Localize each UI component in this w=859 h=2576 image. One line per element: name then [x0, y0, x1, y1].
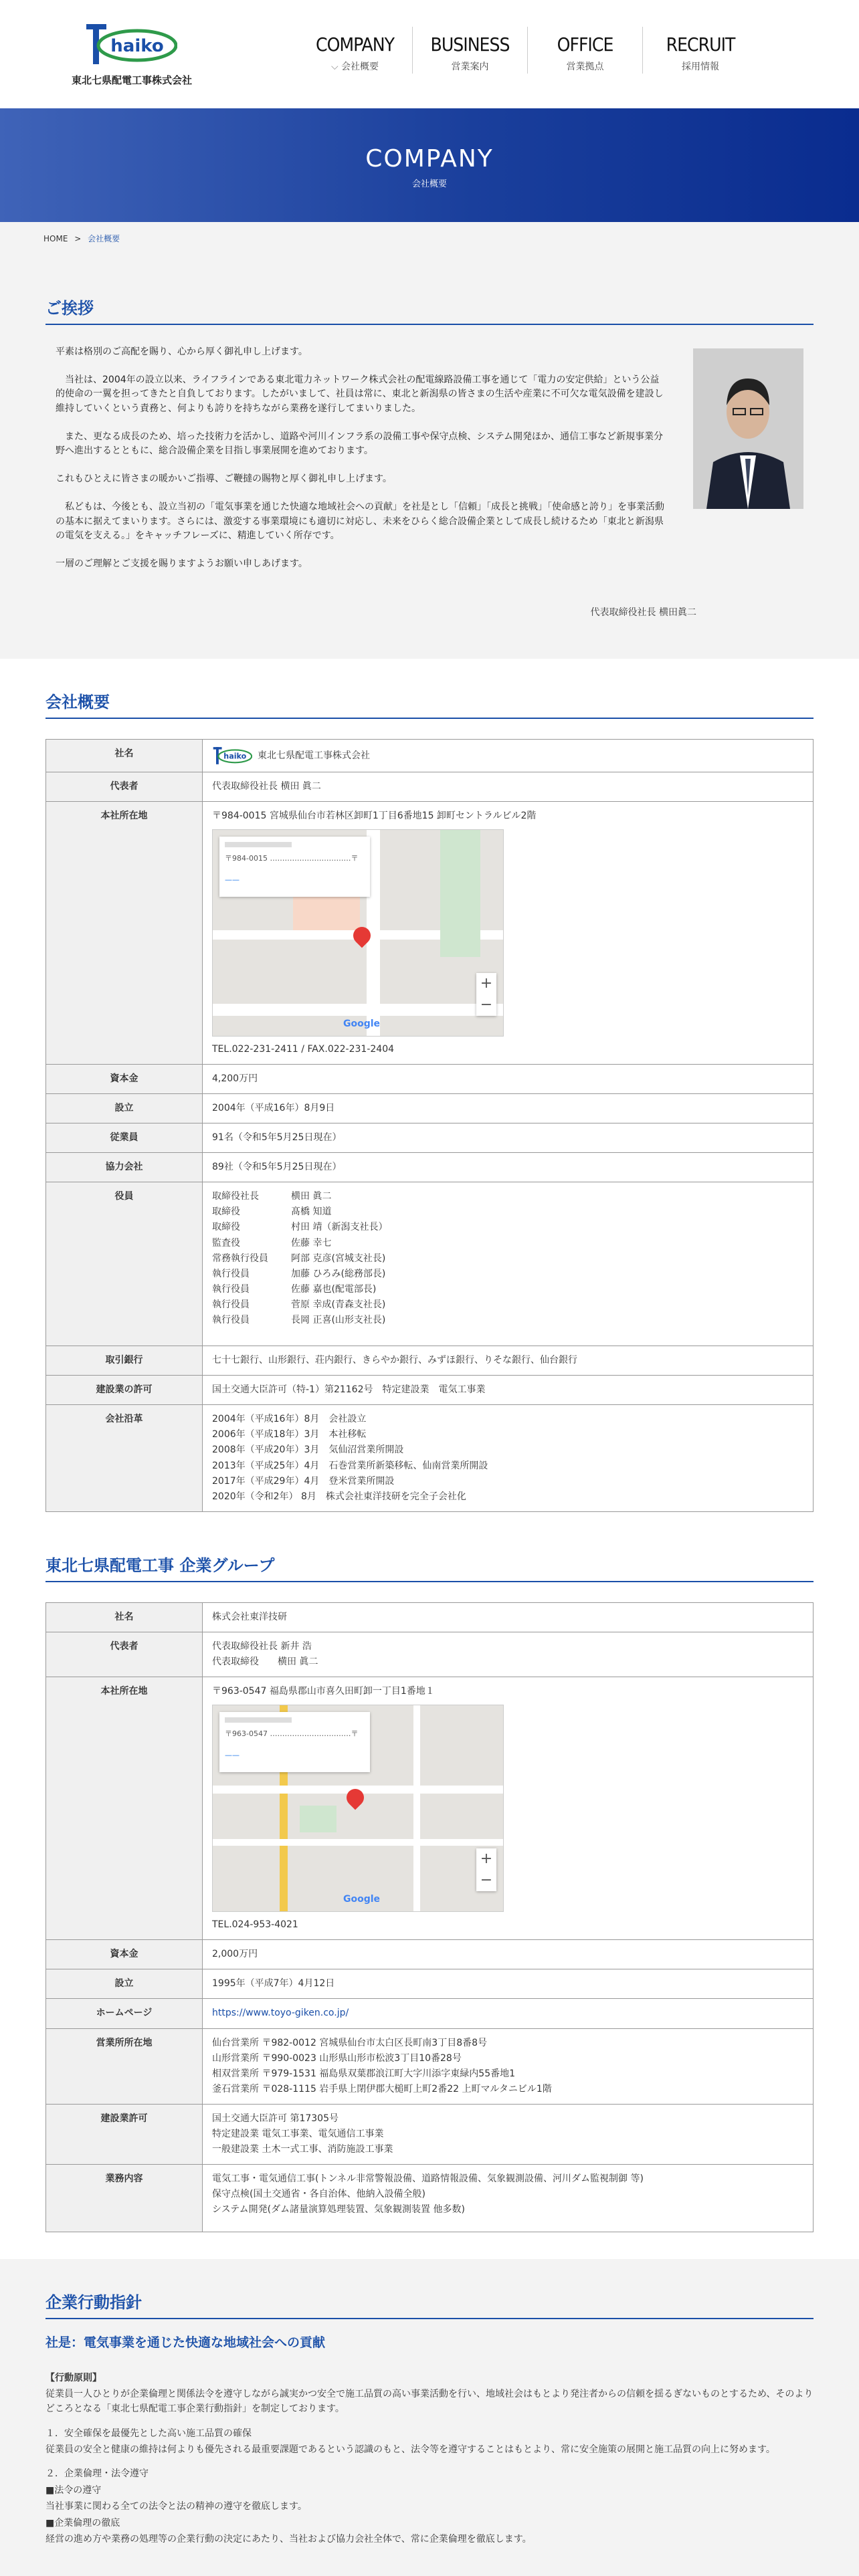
map-info-card[interactable]: 〒963-0547 ……………………………〒 —— — [219, 1712, 370, 1772]
row-value: 国土交通大臣許可（特-1）第21162号 特定建設業 電気工事業 — [203, 1376, 814, 1405]
table-row — [46, 1999, 814, 2028]
greeting-body — [56, 345, 664, 572]
row-label: 資本金 — [46, 1940, 203, 1969]
table-row — [46, 1153, 814, 1182]
breadcrumb-home[interactable]: HOME — [43, 234, 68, 243]
svg-text:haiko: haiko — [223, 752, 247, 761]
page-hero — [0, 108, 859, 222]
table-row — [46, 2165, 814, 2232]
table-row — [46, 2028, 814, 2104]
policy-line: ■法令の遵守 — [45, 2484, 102, 2496]
row-label: 会社沿革 — [46, 1405, 203, 1512]
nav-business-label: BUSINESS — [430, 33, 510, 56]
main-nav — [298, 27, 758, 74]
policy-line: １．安全確保を最優先とした高い施工品質の確保 — [45, 2428, 252, 2439]
nav-office-sub: 営業拠点 — [566, 62, 604, 72]
row-value: 89社（令和5年5月25日現在） — [203, 1153, 814, 1182]
table-row — [46, 2104, 814, 2164]
nav-business-sub: 営業案内 — [451, 62, 489, 72]
policy-section — [0, 2259, 859, 2576]
row-label: 代表者 — [46, 772, 203, 801]
nav-company[interactable] — [298, 27, 413, 74]
address-text: 〒984-0015 宮城県仙台市若林区卸町1丁目6番地15 卸町セントラルビル2階 — [212, 810, 537, 821]
policy-line: 従業員一人ひとりが企業倫理と関係法令を遵守しながら誠実かつ安全で施工品質の高い事業活動を行い、地域社会はもとより発注者からの信頼を揺るぎないものとするため、そのよりどころとなる「東北七県配電工事企業行動指針」を制定しております。 — [45, 2388, 814, 2415]
president-photo — [693, 348, 803, 509]
overview-heading: 会社概要 — [45, 689, 814, 719]
policy-line: 従業員の安全と健康の維持は何よりも優先される最重要課題であるという認識のもと、法令等を遵守することはもとより、常に安全施策の展開と施工品質の向上に努めます。 — [45, 2444, 775, 2456]
row-value: 仙台営業所 〒982-0012 宮城県仙台市太白区長町南3丁目8番8号 山形営業所 〒990-0023 山形県山形市松波3丁目10番28号 相双営業所 〒979-1531 福島県双葉郡浪江町大字川添字東緑内55番地1 釜石営業所 〒028-1115 岩手県上閉伊郡大槌町上町2番22 上町マルタニビル1階 — [203, 2028, 814, 2104]
row-value — [203, 1182, 814, 1346]
table-row — [46, 1602, 814, 1632]
row-value — [203, 1999, 814, 2028]
breadcrumb-current[interactable]: 会社概要 — [88, 234, 120, 243]
hero-subtitle: 会社概要 — [411, 179, 447, 189]
row-value: 七十七銀行、山形銀行、荘内銀行、きらやか銀行、みずほ銀行、りそな銀行、仙台銀行 — [203, 1346, 814, 1376]
map-zoom-control[interactable]: + − — [476, 1848, 496, 1891]
row-value — [203, 801, 814, 1064]
nav-company-sub: ⌵ 会社概要 — [330, 62, 379, 72]
row-label: 社名 — [46, 1602, 203, 1632]
table-row — [46, 1123, 814, 1153]
nav-office[interactable] — [528, 27, 643, 74]
nav-recruit-sub: 採用情報 — [682, 62, 719, 72]
chevron-down-icon: ⌵ — [330, 62, 342, 72]
row-value: 電気工事・電気通信工事(トンネル非常警報設備、道路情報設備、気象観測設備、河川ダム監視制御 等) 保守点検(国土交通省・各自治体、他納入設備全般) システム開発(ダム諸量演算処理装置、気象観測装置 他多数) — [203, 2165, 814, 2232]
table-row — [46, 1064, 814, 1093]
row-label: 協力会社 — [46, 1153, 203, 1182]
group-office-map[interactable] — [212, 1705, 504, 1912]
row-label: 従業員 — [46, 1123, 203, 1153]
tel: TEL.024-953-4021 — [212, 1919, 298, 1931]
tel-fax: TEL.022-231-2411 / FAX.022-231-2404 — [212, 1043, 395, 1055]
table-row — [46, 1677, 814, 1940]
row-value: 2004年（平成16年）8月 会社設立 2006年（平成18年）3月 本社移転 2008年（平成20年）3月 気仙沼営業所開設 2013年（平成25年）4月 石巻営業所新築移転、仙南営業所開設 2017年（平成29年）4月 登米営業所開設 2020年（令和2年） 8月 株式会社東洋技研を完全子会社化 — [203, 1405, 814, 1512]
row-value: haiko 東北七県配電工事株式会社 — [203, 739, 814, 772]
row-label: ホームページ — [46, 1999, 203, 2028]
row-value: 4,200万円 — [203, 1064, 814, 1093]
policy-line: ■企業倫理の徹底 — [45, 2517, 120, 2529]
row-label: 設立 — [46, 1969, 203, 1999]
policy-motto: 社是：電気事業を通じた快適な地域社会への貢献 — [45, 2335, 326, 2350]
greeting-paragraph: また、更なる成長のため、培った技術力を活かし、道路や河川インフラ系の設備工事や保守点検、システム開発ほか、通信工事など新規事業分野へ進出するとともに、総合設備企業を目指し事業展開を進めております。 — [56, 431, 664, 457]
greeting-paragraph: 一層のご理解とご支援を賜りますようお願い申しあげます。 — [56, 558, 308, 569]
table-row — [46, 1376, 814, 1405]
row-label: 役員 — [46, 1182, 203, 1346]
table-row — [46, 1405, 814, 1512]
row-label: 社名 — [46, 739, 203, 772]
table-row — [46, 1182, 814, 1346]
nav-company-label: COMPANY — [315, 33, 394, 56]
breadcrumb — [0, 222, 859, 255]
row-value: 1995年（平成7年）4月12日 — [203, 1969, 814, 1999]
row-label: 業務内容 — [46, 2165, 203, 2232]
address-text: 〒963-0547 福島県郡山市喜久田町卸一丁目1番地１ — [212, 1686, 435, 1697]
row-value: 株式会社東洋技研 — [203, 1602, 814, 1632]
google-logo: Google — [343, 1018, 381, 1029]
policy-line: 経営の進め方や業務の処理等の企業行動の決定にあたり、当社および協力会社全体で、常に企業倫理を徹底します。 — [45, 2534, 532, 2545]
policy-heading: 企業行動指針 — [45, 2289, 814, 2319]
company-name: 東北七県配電工事株式会社 — [71, 74, 192, 86]
nav-recruit[interactable] — [643, 27, 758, 74]
google-logo: Google — [343, 1894, 381, 1905]
greeting-paragraph: 当社は、2004年の設立以来、ライフラインである東北電力ネットワーク株式会社の配電線路設備工事を通じて「電力の安定供給」という公益的使命の一翼を担ってきたと自負しております。したがいまして、社員は常に、東北と新潟県の皆さまの生活や産業に不可欠な電気設備を建設し維持していくという責務と、何よりも誇りを持ちながら業務を遂行してまいりました。 — [56, 374, 664, 415]
row-value: 国土交通大臣許可 第17305号 特定建設業 電気工事業、電気通信工事業 一般建設業 土木一式工事、消防施設工事業 — [203, 2104, 814, 2164]
table-row — [46, 772, 814, 801]
table-row — [46, 1346, 814, 1376]
row-value — [203, 1677, 814, 1940]
nav-office-label: OFFICE — [557, 33, 613, 56]
row-label: 建設業許可 — [46, 2104, 203, 2164]
svg-text:haiko: haiko — [110, 36, 164, 56]
policy-line: 当社事業に関わる全ての法令と法の精神の遵守を徹底します。 — [45, 2501, 307, 2512]
greeting-paragraph: 平素は格別のご高配を賜り、心から厚く御礼申し上げます。 — [56, 346, 308, 357]
group-table — [45, 1602, 814, 2232]
greeting-section — [0, 255, 859, 659]
greeting-heading: ご挨拶 — [45, 295, 814, 325]
row-value: 2,000万円 — [203, 1940, 814, 1969]
greeting-signature: 代表取締役社長 横田眞二 — [590, 607, 696, 618]
greeting-paragraph: これもひとえに皆さまの暖かいご指導、ご鞭撻の賜物と厚く御礼申し上げます。 — [56, 473, 392, 485]
greeting-paragraph: 私どもは、今後とも、設立当初の「電気事業を通じた快適な地域社会への貢献」を社是とし「信頼」「成長と挑戦」「使命感と誇り」を事業活動の基本に据えてまいります。さらには、激変する事業環境にも適切に対応し、未来をひらく総合設備企業として成長し続けるため「東北と新潟県の電気を支える。」をキャッチフレーズに、精進していく所存です。 — [56, 501, 664, 542]
row-label: 本社所在地 — [46, 1677, 203, 1940]
row-value: 代表取締役社長 横田 眞二 — [203, 772, 814, 801]
table-row — [46, 801, 814, 1064]
overview-table — [45, 739, 814, 1512]
map-info-card[interactable]: 〒984-0015 ……………………………〒 —— — [219, 837, 370, 897]
row-value: 代表取締役社長 新井 浩 代表取締役 横田 眞二 — [203, 1632, 814, 1677]
nav-recruit-label: RECRUIT — [666, 33, 735, 56]
table-row — [46, 1940, 814, 1969]
row-label: 取引銀行 — [46, 1346, 203, 1376]
nav-business[interactable] — [413, 27, 528, 74]
haiko-logo[interactable] — [84, 24, 177, 64]
table-row — [46, 1093, 814, 1123]
group-section — [0, 1539, 859, 2259]
hero-title: COMPANY — [365, 145, 494, 173]
haiko-logo-small — [212, 746, 252, 765]
officer-list: 取締役社長 横田 眞二 取締役 髙橋 知道 取締役 村田 靖（新潟支社長） 監査役 佐藤 幸七 常務執行役員 阿部 克彦(宮城支社長) 執行役員 加藤 ひろみ(総務部長) 執行役員 佐藤 嘉也(配電部長) 執行役員 菅原 幸成(青森支社長) 執行役員 長岡 正喜(山形支社長) — [212, 1191, 388, 1325]
homepage-link[interactable]: https://www.toyo-giken.co.jp/ — [212, 2008, 349, 2019]
overview-section — [0, 659, 859, 1539]
policy-line: ２．企業倫理・法令遵守 — [45, 2468, 149, 2480]
row-value: 91名（令和5年5月25日現在） — [203, 1123, 814, 1153]
site-header — [0, 0, 859, 108]
group-heading: 東北七県配電工事 企業グループ — [45, 1552, 814, 1582]
policy-line: 【行動原則】 — [45, 2372, 102, 2383]
table-row — [46, 1969, 814, 1999]
row-label: 建設業の許可 — [46, 1376, 203, 1405]
row-label: 代表者 — [46, 1632, 203, 1677]
head-office-map[interactable] — [212, 829, 504, 1037]
row-label: 資本金 — [46, 1064, 203, 1093]
row-label: 営業所所在地 — [46, 2028, 203, 2104]
row-value: 2004年（平成16年）8月9日 — [203, 1093, 814, 1123]
map-zoom-control[interactable]: + − — [476, 973, 496, 1016]
table-row — [46, 739, 814, 772]
row-label: 設立 — [46, 1093, 203, 1123]
row-label: 本社所在地 — [46, 801, 203, 1064]
table-row — [46, 1632, 814, 1677]
breadcrumb-separator: > — [74, 234, 82, 243]
